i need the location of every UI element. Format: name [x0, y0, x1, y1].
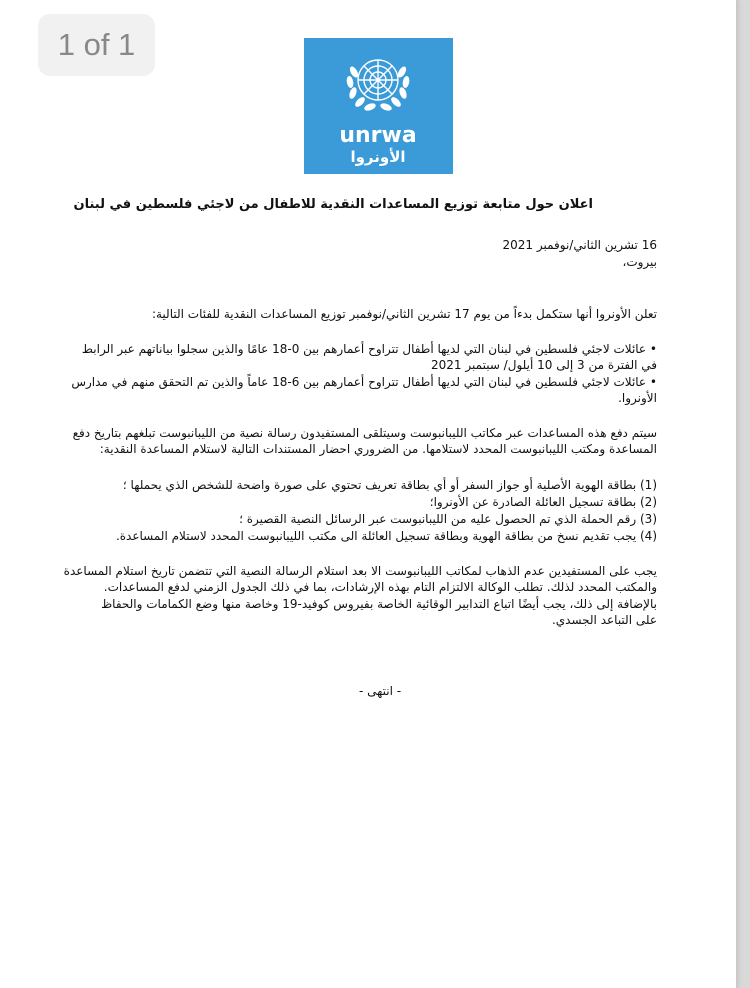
document-requirement-4: (4) يجب تقديم نسخ من بطاقة الهوية وبطاقة تسجيل العائلة الى مكتب الليبانبوست المحدد لاستلام المساعدة. — [115, 529, 657, 543]
unrwa-logo — [304, 38, 453, 174]
closing-line-2: والمكتب المحدد لذلك. تطلب الوكالة الالتزام التام بهذه الإرشادات، بما في ذلك الجدول الزمني لدفع المساعدات. — [103, 580, 657, 594]
bullet-2-line-2: الأونروا. — [618, 391, 657, 405]
bullet-1-line-1: • عائلات لاجئي فلسطين في لبنان التي لديها أطفال تتراوح أعمارهم بين 0-18 عامًا والذين سجلوا بياناتهم عبر الرابط — [81, 342, 657, 356]
document-requirement-2: (2) بطاقة تسجيل العائلة الصادرة عن الأونروا؛ — [429, 495, 657, 509]
un-world-map-emblem-icon — [304, 38, 453, 174]
end-note: - انتهى - — [358, 684, 402, 698]
payment-line-1: سيتم دفع هذه المساعدات عبر مكاتب الليبانبوست وسيتلقى المستفيدون رسالة نصية من الليبانبوست تبلغهم بتاريخ دفع — [72, 426, 657, 440]
logo-latin-text: unrwa — [339, 123, 417, 148]
closing-line-4: على التباعد الجسدي. — [551, 613, 657, 627]
closing-line-3: بالإضافة إلى ذلك، يجب أيضًا اتباع التدابير الوقائية الخاصة بفيروس كوفيد-19 وخاصة منها وضع الكمامات والحفاظ — [101, 597, 657, 611]
place-line: بيروت، — [622, 255, 657, 269]
document-requirement-1: (1) بطاقة الهوية الأصلية أو جواز السفر أو أي بطاقة تعريف تحتوي على صورة واضحة للشخص الذي يحملها ؛ — [122, 478, 657, 492]
document-title: اعلان حول متابعة توزيع المساعدات النقدية للاطفال من لاجئي فلسطين في لبنان — [73, 197, 593, 212]
date-line: 16 تشرين الثاني/نوفمبر 2021 — [502, 238, 657, 252]
document-requirement-3: (3) رقم الحملة الذي تم الحصول عليه من الليبانبوست عبر الرسائل النصية القصيرة ؛ — [239, 512, 657, 526]
bullet-2-line-1: • عائلات لاجئي فلسطين في لبنان التي لديها أطفال تتراوح أعمارهم بين 6-18 عاماً والذين تم التحقق منهم في مدارس — [71, 375, 657, 389]
bullet-1-line-2: في الفترة من 3 إلى 10 أيلول/ سبتمبر 2021 — [431, 358, 657, 372]
logo-arabic-text: الأونروا — [350, 148, 406, 166]
page-counter: 1 of 1 — [38, 14, 155, 76]
payment-line-2: المساعدة ومكتب الليبانبوست المحدد لاستلامها. من الضروري احضار المستندات التالية لاستلام المساعدة النقدية: — [99, 442, 657, 456]
intro-paragraph: تعلن الأونروا أنها ستكمل بدءاً من يوم 17 تشرين الثاني/نوفمبر توزيع المساعدات النقدية للفئات التالية: — [151, 307, 657, 321]
closing-line-1: يجب على المستفيدين عدم الذهاب لمكاتب الليبانبوست الا بعد استلام الرسالة النصية التي تتضمن تاريخ استلام المساعدة — [63, 564, 657, 578]
